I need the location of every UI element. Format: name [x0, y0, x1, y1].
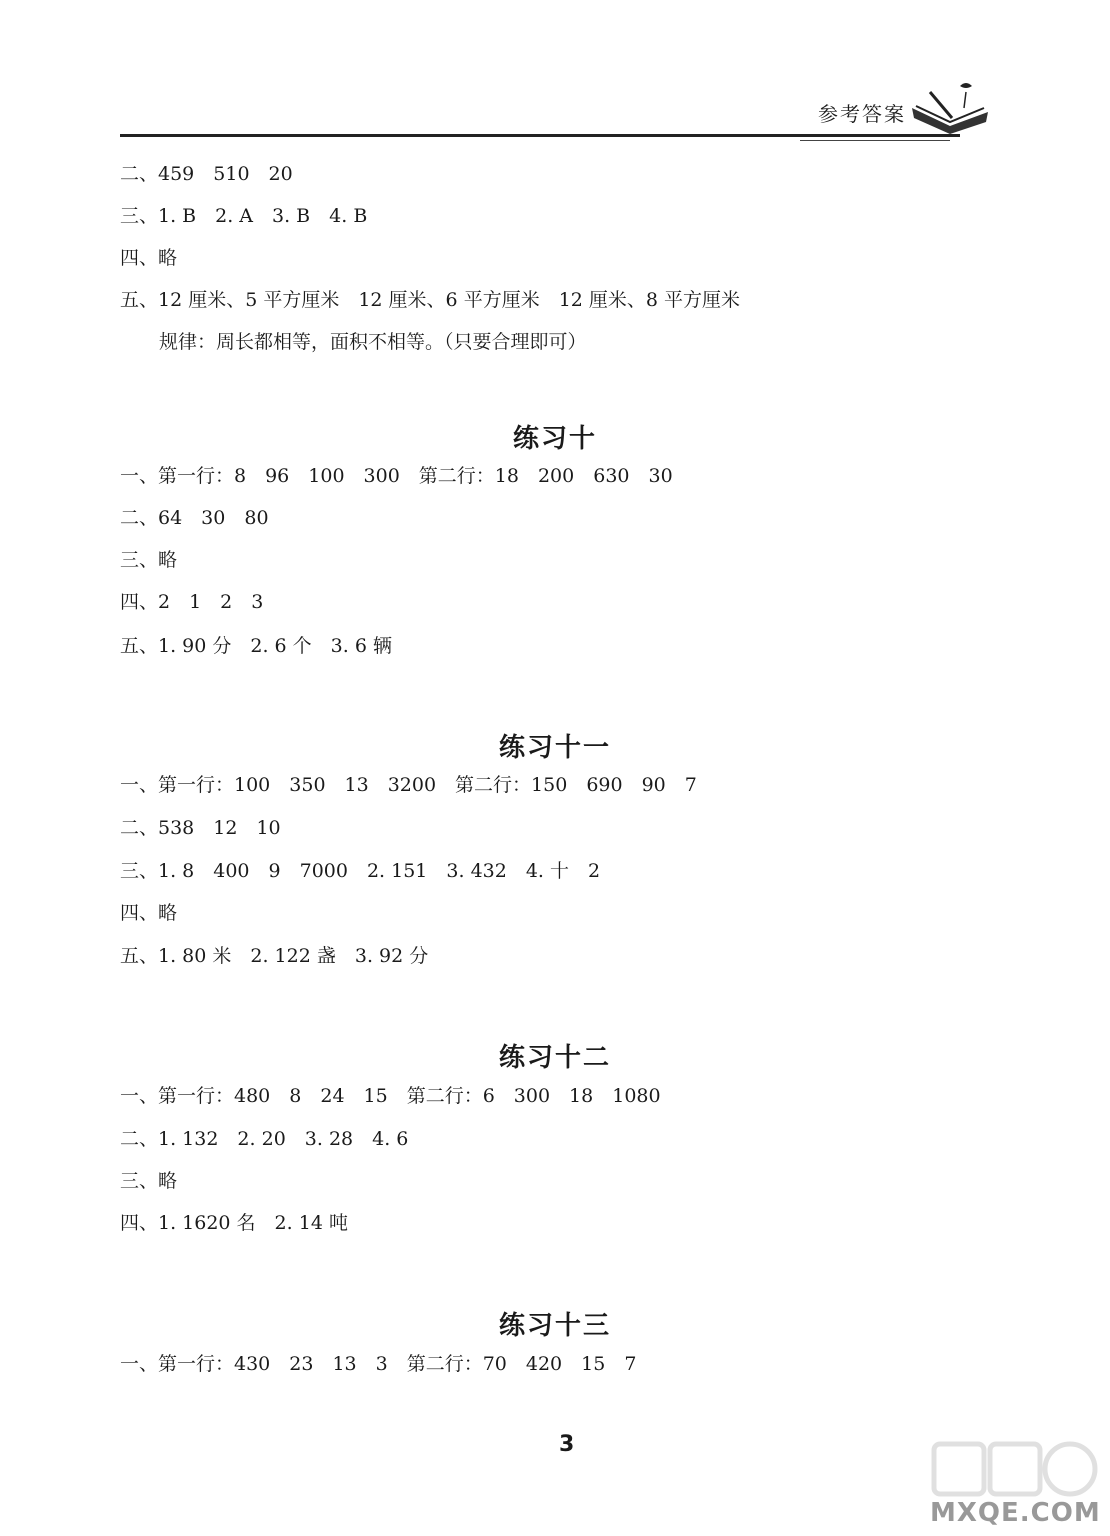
answer-line: 五、1. 90 分 2. 6 个 3. 6 辆	[120, 635, 392, 657]
book-pen-icon	[910, 78, 990, 138]
answer-line: 三、1. 8 400 9 7000 2. 151 3. 432 4. 十 2	[120, 860, 601, 882]
answer-line: 规律：周长都相等，面积不相等。（只要合理即可）	[140, 331, 587, 353]
answer-line: 一、第一行：480 8 24 15 第二行：6 300 18 1080	[120, 1085, 661, 1107]
answer-line: 四、1. 1620 名 2. 14 吨	[120, 1212, 348, 1234]
answer-line: 一、第一行：8 96 100 300 第二行：18 200 630 30	[120, 465, 673, 487]
answer-line: 三、略	[120, 1170, 178, 1192]
section-title: 练习十三	[498, 1311, 611, 1341]
answer-line: 二、64 30 80	[120, 507, 269, 529]
answer-line: 二、459 510 20	[120, 163, 293, 185]
answer-line: 五、12 厘米、5 平方厘米 12 厘米、6 平方厘米 12 厘米、8 平方厘米	[120, 289, 741, 311]
header-rule-thin	[800, 140, 950, 141]
page-header	[0, 0, 1110, 150]
header-rule	[120, 134, 960, 137]
answer-line: 四、略	[120, 247, 178, 269]
answer-line: 五、1. 80 米 2. 122 盏 3. 92 分	[120, 945, 429, 967]
header-label: 参考答案	[818, 102, 906, 126]
section-title: 练习十	[512, 424, 597, 454]
section-title: 练习十一	[498, 733, 611, 763]
answer-line: 一、第一行：100 350 13 3200 第二行：150 690 90 7	[120, 774, 697, 796]
watermark-text: MXQE.COM	[930, 1498, 1101, 1528]
answer-line: 三、1. B 2. A 3. B 4. B	[120, 205, 368, 227]
section-title: 练习十二	[498, 1043, 611, 1073]
answer-line: 一、第一行：430 23 13 3 第二行：70 420 15 7	[120, 1353, 637, 1375]
answer-line: 四、略	[120, 902, 178, 924]
answer-line: 二、538 12 10	[120, 817, 281, 839]
answer-line: 四、2 1 2 3	[120, 591, 264, 613]
answer-line: 三、略	[120, 549, 178, 571]
page-number: 3	[559, 1432, 575, 1457]
answer-line: 二、1. 132 2. 20 3. 28 4. 6	[120, 1128, 409, 1150]
